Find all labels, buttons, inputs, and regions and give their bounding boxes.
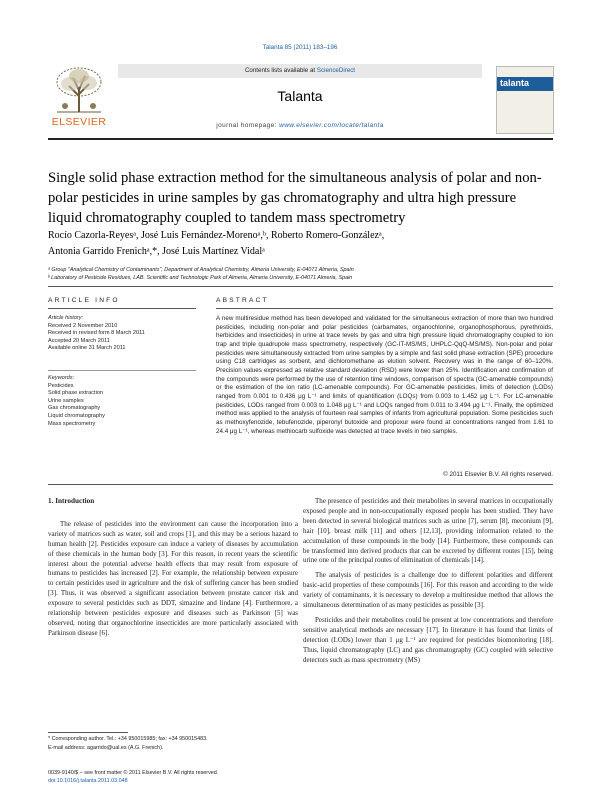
cover-title: talanta: [500, 78, 530, 88]
abstract-divider: [216, 308, 553, 309]
masthead: [118, 64, 482, 133]
author-list: [48, 228, 553, 260]
email-note[interactable]: E-mail address: agarrido@ual.es (A.G. Frenich).: [48, 744, 164, 751]
issn-line: 0039-9140/$ – see front matter © 2011 Elsevier B.V. All rights reserved.: [48, 770, 219, 776]
history-item: Received 2 November 2010: [48, 322, 118, 329]
sciencedirect-link[interactable]: ScienceDirect: [316, 67, 356, 74]
contents-prefix: Contents lists available at: [244, 67, 316, 74]
authors-line-2[interactable]: Antonia Garrido Frenichᵃ,*, José Luis Martínez Vidalᵃ: [48, 246, 265, 257]
journal-reference[interactable]: Talanta 85 (2011) 183–196: [262, 44, 338, 51]
article-info-heading: ARTICLE INFO: [48, 297, 120, 304]
body-paragraph: Pesticides and their metabolites could be present at low concentrations and therefore sensitive analytical methods are necessary [17]. In literature it has found that limits of detection (LODs) lower than 1 μg L⁻¹ are required for pesticides biomonitoring [18]. Thus, liquid chromatography (LC) and gas chromatography (GC) coupled with selective detectors such as mass spectrometry (MS): [303, 615, 553, 664]
article-history: [48, 315, 198, 353]
body-paragraph: The release of pesticides into the environment can cause the incorporation into a variety of matrices such as water, soil and crops [1], and this may be a serious hazard to human health [2]. Pesticides exposure can induce a variety of diseases by accumulation of these chemicals in the human body [3]. For this reason, in recent years the scientific interest about the potential adverse health effects that may result from exposure of humans to pesticides has increased [2]. For example, the relationship between exposure to certain pesticides used in agriculture and the risk of suffering cancer has been studied [3]. Thus, it was observed a significant association between prostate cancer risk and exposure to several pesticides such as DDT, simazine and lindane [4]. Furthermore, a relationship between pesticides exposure and diseases such as Parkinson [5] was observed, noting that organochlorine insecticides are more particularly associated with Parkinson disease [6].: [48, 519, 298, 637]
body-paragraph: The presence of pesticides and their metabolites in several matrices in occupationally exposed people and in non-occupationally exposed people has been studied. They have been detected in several biological matrices such as urine [7], serum [8], meconium [9], hair [10], breast milk [11] and others [12,13], providing information related to the accumulation of these compounds in the body [14]. Furthermore, these compounds can be transformed into derived products that can be excreted by different routes [15], being urine one of the principal routes of elimination of chemicals [14].: [303, 497, 553, 565]
body-divider: [48, 484, 553, 485]
journal-homepage: [118, 122, 482, 129]
keyword-item: Pesticides: [48, 382, 74, 389]
elsevier-logo[interactable]: [48, 64, 108, 135]
history-item: Available online 31 March 2011: [48, 345, 126, 352]
affiliation-b: ᵇ Laboratory of Pesticide Residues, LAB. Scientific and Technologic Park of Almeria, Almeria University, E-04071 Almeria, Spain: [48, 275, 353, 282]
keywords-divider: [48, 370, 196, 371]
abstract-text: A new multiresidue method has been developed and validated for the simultaneous extraction of more than two hundred pesticides, including non-polar and polar pesticides (carbamates, organochlorine, organophosphorous, pyrethroids, herbicides and insecticides) in urine at trace levels by gas and ultra high pressure liquid chromatography coupled to ion trap and triple quadrupole mass spectrometry, respectively (GC-IT-MS/MS, UHPLC-QqQ-MS/MS). Non-polar and polar pesticides were simultaneously extracted from urine samples by a simple and fast solid phase extraction (SPE) procedure using C18 cartridges as sorbent, and dichloromethane as elution solvent. Recovery was in the range of 60–120%. Precision values expressed as relative standard deviation (RSD) were lower than 25%. Identification and confirmation of the compounds were performed by the use of retention time windows, comparison of spectra (GC-amenable compounds) or the estimation of the ion ratio (LC-amenable compounds). For GC-amenable pesticides, limits of detection (LODs) ranged from 0.001 to 0.436 μg L⁻¹ and limits of quantification (LOQs) from 0.003 to 1.452 μg L⁻¹. For LC-amenable pesticides, LODs ranged from 0.003 to 1.048 μg L⁻¹ and LOQs ranged from 0.011 to 3.494 μg L⁻¹. Finally, the optimized method was applied to the analysis of fourteen real samples of infants from agricultural population. Some pesticides such as methoxyfenozide, tebufenozide, piperonyl butoxide and propoxur were found at concentrations ranged from 1.61 to 24.4 μg L⁻¹, whereas methiocarb sulfoxide was detected at trace levels in two samples.: [216, 315, 553, 435]
corresponding-author-note: * Corresponding author. Tel.: +34 950015985; fax: +34 950015483.: [48, 736, 208, 742]
abstract-heading: ABSTRACT: [216, 297, 269, 304]
body-paragraph: The analysis of pesticides is a challenge due to different polarities and different basic-acid properties of these compounds [16]. For this reason and according to the wide variety of contaminants, it is necessary to develop a multiresidue method that allows the simultaneous determination of as many pesticides as possible [3].: [303, 571, 553, 610]
journal-cover-icon[interactable]: [496, 66, 554, 134]
history-label: Article history:: [48, 315, 84, 321]
affiliation-divider: [48, 286, 553, 287]
history-item: Accepted 20 March 2011: [48, 337, 110, 344]
keyword-item: Urine samples: [48, 397, 84, 404]
article-title: Single solid phase extraction method for the simultaneous analysis of polar and non-polar pesticides in urine samples by gas chromatography and ultra high pressure liquid chromatography coupled to tandem mass spectrometry: [48, 170, 542, 226]
footnote-divider: [48, 732, 128, 733]
keyword-item: Mass spectrometry: [48, 420, 96, 427]
elsevier-tree-icon: [53, 66, 105, 114]
doi-link[interactable]: doi:10.1016/j.talanta.2011.03.048: [48, 777, 128, 784]
history-item: Received in revised form 8 March 2011: [48, 330, 145, 337]
affiliation-a: ᵃ Group "Analytical Chemistry of Contaminants", Department of Analytical Chemistry, Almeria University, E-04071 Almeria, Spain: [48, 267, 354, 273]
keywords-label: Keywords:: [48, 375, 75, 381]
contents-banner: [118, 64, 482, 78]
imprint: [48, 770, 298, 785]
journal-title: Talanta: [277, 88, 323, 104]
homepage-label: journal homepage:: [216, 122, 277, 129]
copyright-notice: © 2011 Elsevier B.V. All rights reserved.: [443, 471, 553, 478]
keywords: [48, 375, 198, 428]
header-divider: [48, 138, 553, 140]
introduction-heading: 1. Introduction: [48, 497, 95, 505]
body-column-left: [48, 497, 298, 639]
elsevier-wordmark: ELSEVIER: [51, 116, 107, 128]
body-column-right: [303, 497, 553, 666]
journal-header: [48, 64, 553, 135]
keyword-item: Gas chromatography: [48, 405, 101, 412]
article-info-divider: [48, 308, 196, 309]
affiliations: [48, 266, 553, 283]
keyword-item: Liquid chromatography: [48, 412, 105, 419]
footnote: [48, 735, 298, 752]
keyword-item: Solid phase extraction: [48, 390, 104, 397]
authors-line-1[interactable]: Rocío Cazorla-Reyesᵃ, José Luis Fernández-Morenoᵃ,ᵇ, Roberto Romero-Gonzálezᵃ,: [48, 230, 385, 241]
homepage-link[interactable]: www.elsevier.com/locate/talanta: [279, 122, 384, 129]
